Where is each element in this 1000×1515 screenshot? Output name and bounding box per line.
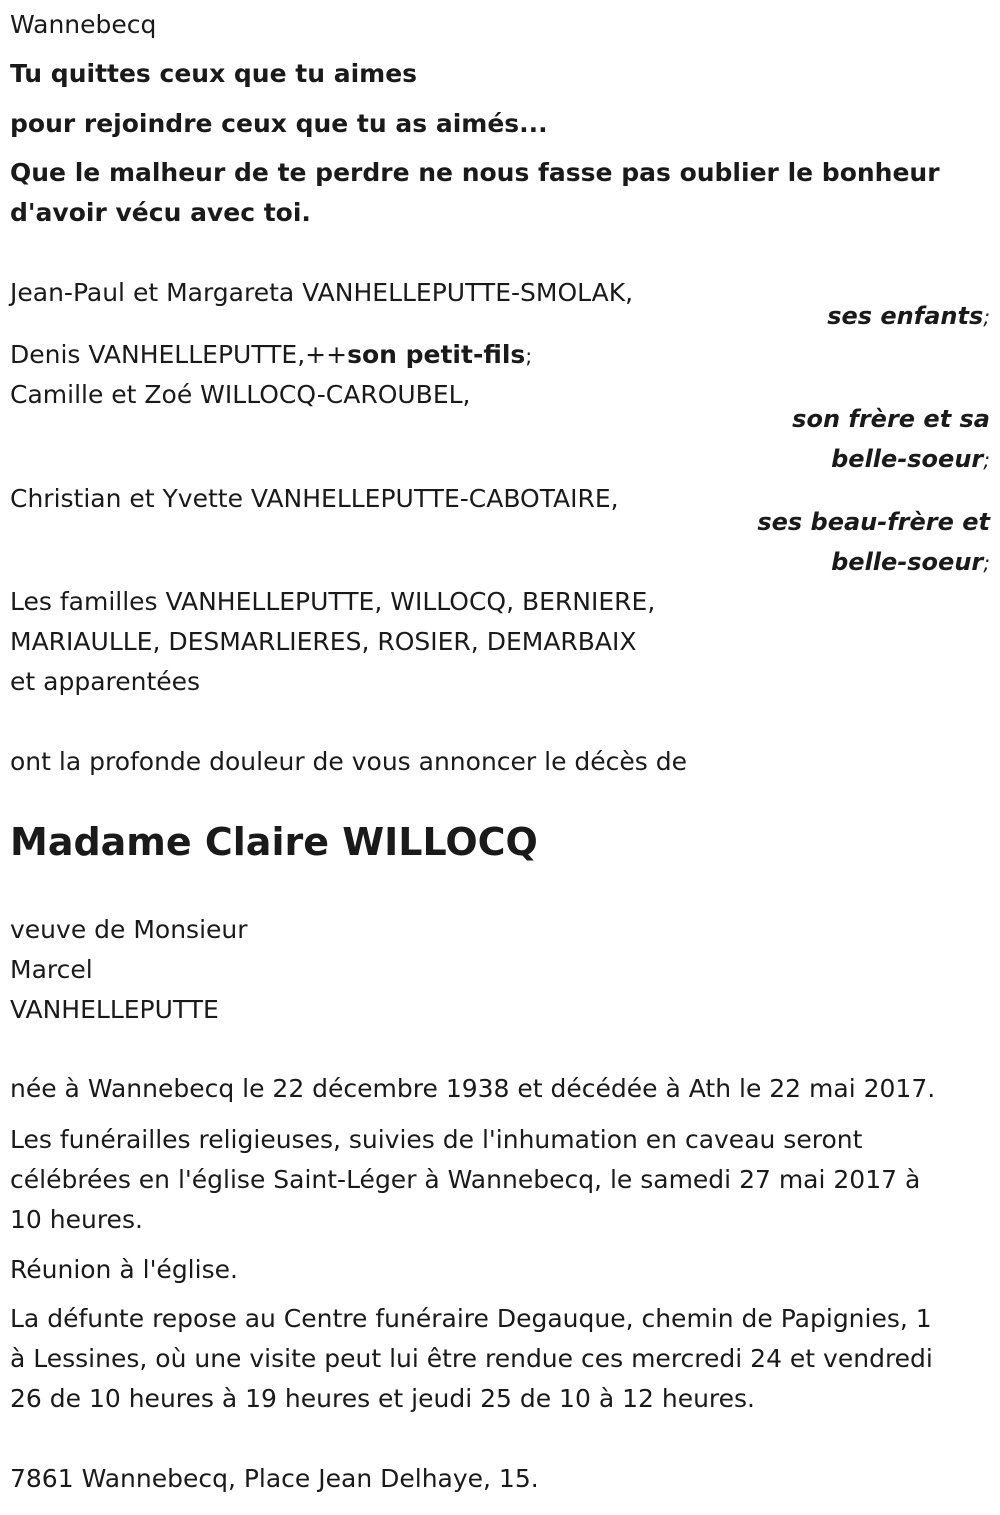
widow-line-3: VANHELLEPUTTE (10, 995, 219, 1024)
family-entry-4-role-line-1: ses beau-frère et (757, 508, 990, 536)
families-line-1: Les familles VANHELLEPUTTE, WILLOCQ, BERNIERE, (10, 587, 656, 616)
widow-line-2: Marcel (10, 955, 93, 984)
role-text: ses enfants (827, 302, 984, 330)
family-entry-4-role-line-2 (831, 548, 990, 576)
funeral-line-3: 10 heures. (10, 1205, 143, 1234)
family-entry-4-name: Christian et Yvette VANHELLEPUTTE-CABOTAIRE, (10, 484, 619, 513)
family-entry-2 (10, 340, 532, 369)
address-line: 7861 Wannebecq, Place Jean Delhaye, 15. (10, 1464, 539, 1493)
location-header: Wannebecq (10, 10, 157, 39)
announcement-text: ont la profonde douleur de vous annoncer le décès de (10, 747, 688, 776)
role-text: belle-soeur (831, 445, 984, 473)
family-entry-3-role-line-2 (831, 445, 990, 473)
birth-death-line: née à Wannebecq le 22 décembre 1938 et décédée à Ath le 22 mai 2017. (10, 1074, 936, 1103)
family-entry-2-role: son petit-fils (347, 340, 526, 369)
poem-line-3: Que le malheur de te perdre ne nous fasse pas oublier le bonheur (10, 158, 940, 187)
widow-line-1: veuve de Monsieur (10, 915, 248, 944)
semicolon: ; (525, 344, 533, 368)
family-entry-3-name: Camille et Zoé WILLOCQ-CAROUBEL, (10, 380, 471, 409)
families-line-3: et apparentées (10, 667, 201, 696)
families-line-2: MARIAULLE, DESMARLIERES, ROSIER, DEMARBAIX (10, 627, 637, 656)
deceased-name: Madame Claire WILLOCQ (10, 820, 538, 864)
funeral-line-2: célébrées en l'église Saint-Léger à Wannebecq, le samedi 27 mai 2017 à (10, 1165, 921, 1194)
role-text: belle-soeur (831, 548, 984, 576)
family-entry-1-role (827, 302, 990, 330)
meeting-line: Réunion à l'église. (10, 1255, 238, 1284)
semicolon: ; (983, 551, 990, 575)
family-entry-2-name: Denis VANHELLEPUTTE,++ (10, 340, 348, 369)
family-entry-3-role-line-1: son frère et sa (792, 405, 990, 433)
repose-line-1: La défunte repose au Centre funéraire Degauque, chemin de Papignies, 1 (10, 1304, 932, 1333)
poem-line-4: d'avoir vécu avec toi. (10, 198, 311, 227)
repose-line-2: à Lessines, où une visite peut lui être rendue ces mercredi 24 et vendredi (10, 1344, 933, 1373)
semicolon: ; (983, 305, 990, 329)
funeral-line-1: Les funérailles religieuses, suivies de l'inhumation en caveau seront (10, 1125, 863, 1154)
poem-line-1: Tu quittes ceux que tu aimes (10, 59, 418, 88)
poem-line-2: pour rejoindre ceux que tu as aimés... (10, 109, 548, 138)
semicolon: ; (983, 448, 990, 472)
repose-line-3: 26 de 10 heures à 19 heures et jeudi 25 de 10 à 12 heures. (10, 1384, 755, 1413)
family-entry-1-name: Jean-Paul et Margareta VANHELLEPUTTE-SMOLAK, (10, 278, 634, 307)
